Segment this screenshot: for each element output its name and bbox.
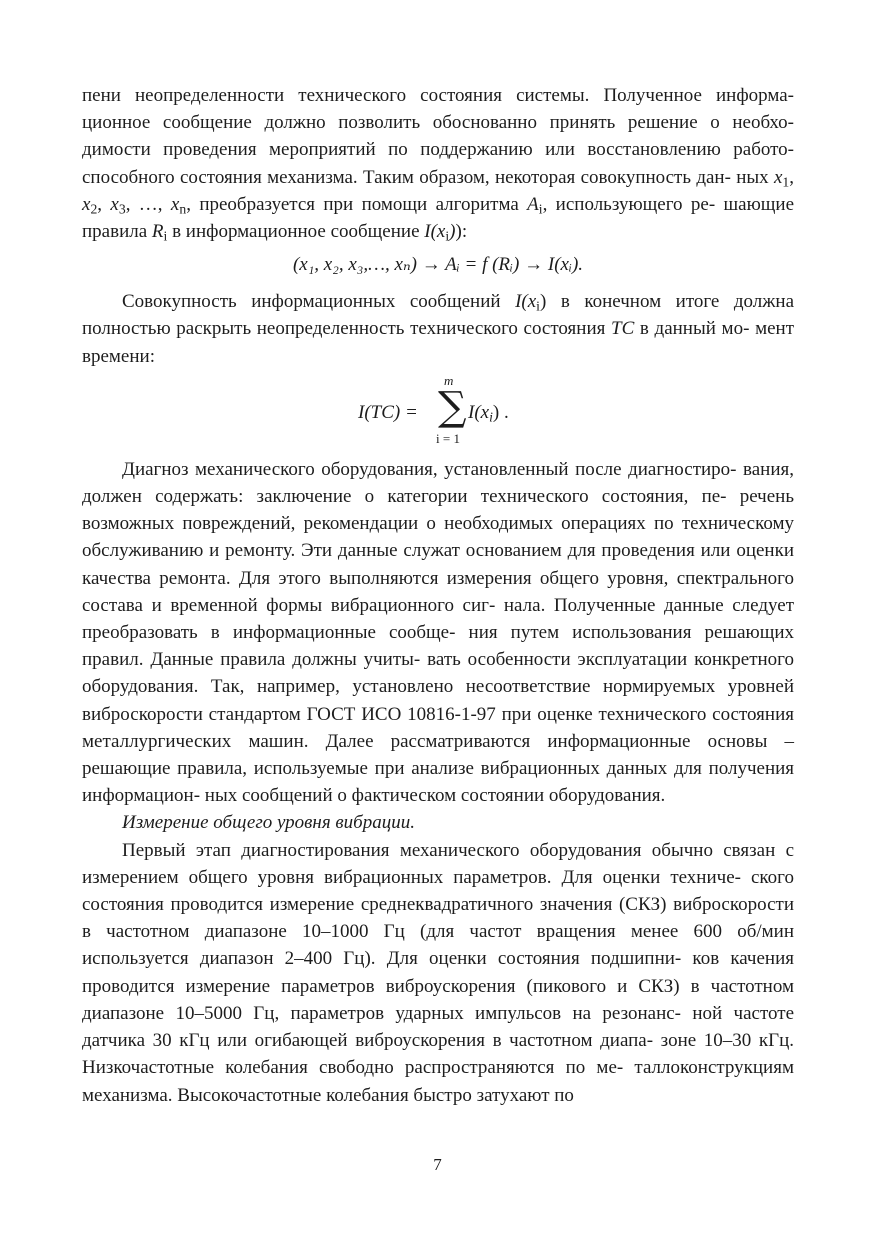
text-fragment: , использующего ре-: [542, 193, 716, 215]
text-fragment: ) в конечном итоге должна: [539, 291, 795, 313]
math-sub: 1: [782, 174, 790, 190]
text-line: таллоконструкциям механизма. Высокочастотные колебания быстро затухают по: [82, 1057, 794, 1106]
text-fragment: полностью раскрыть неопределенность технического состояния: [82, 318, 612, 340]
math-sub: i: [445, 228, 450, 244]
text-fragment: шающие правила: [82, 193, 795, 243]
math-sub: i: [163, 228, 168, 244]
paragraph-2: [82, 288, 794, 370]
math-var: I(x: [515, 291, 537, 313]
text-line: способного состояния механизма. Таким образом, некоторая совокупность дан-: [82, 166, 731, 188]
math-var: x: [170, 193, 180, 215]
text-line: ния путем использования решающих правил. Данные правила должны учиты-: [82, 622, 795, 671]
text-line: димости проведения мероприятий по поддержанию или восстановлению работо-: [82, 139, 794, 161]
text-fragment: , преобразуется при помощи алгоритма: [186, 193, 528, 215]
text-line: ков качения проводится измерение параметров виброускорения (пикового и СКЗ): [82, 948, 794, 997]
math-sub: i: [489, 409, 493, 425]
sum-upper-limit: m: [444, 372, 454, 388]
math-sub: n: [179, 201, 187, 217]
text-line: используемые при анализе вибрационных данных для получения информацион-: [82, 758, 795, 807]
math-var: x: [82, 193, 91, 215]
math-var: R: [151, 221, 164, 243]
math-sub: i: [536, 298, 540, 314]
text-line: речень возможных повреждений, рекомендации о необходимых операциях по: [82, 486, 794, 535]
text-line: пени неопределенности технического состояния системы. Полученное информа-: [82, 85, 794, 106]
math-var: x: [773, 166, 783, 188]
text-line: ных сообщений о фактическом состоянии оборудования.: [204, 785, 666, 807]
text-line: ционное сообщение должно позволить обоснованно принять решение о необхо-: [82, 112, 794, 134]
heading-text: Измерение общего уровня вибрации.: [122, 812, 415, 834]
math-sub: i: [538, 201, 543, 217]
text-fragment: ):: [455, 221, 468, 243]
paragraph-4: [82, 837, 794, 1109]
formula-algorithm: [82, 248, 794, 282]
text-fragment: в данный мо-: [634, 318, 750, 340]
math-var: TC: [611, 318, 635, 340]
sum-sign: ∑: [438, 383, 467, 430]
math-var: A: [527, 193, 539, 215]
text-line: машин. Далее рассматриваются информационные основы – решающие правила,: [82, 730, 794, 780]
text-line: общего уровня, спектрального состава и временной формы вибрационного сиг-: [82, 567, 794, 616]
math-var: I(x: [424, 221, 446, 243]
text-line: Диагноз механического оборудования, установленный после диагностиро-: [122, 458, 737, 480]
text-fragment: в информационное сообщение: [167, 221, 425, 243]
text-fragment: …,: [130, 193, 171, 215]
text-line: зоне 10–30 кГц. Низкочастотные колебания свободно распространяются по ме-: [82, 1030, 794, 1079]
text-line: мент времени:: [82, 318, 795, 367]
text-line: техническому обслуживанию и ремонту. Эти данные служат основанием для: [82, 513, 795, 562]
text-line: 600 об/мин используется диапазон 2–400 Гц). Для оценки состояния подшипни-: [82, 921, 795, 970]
text-line: ского состояния проводится измерение среднеквадратичного значения (СКЗ): [82, 866, 794, 916]
formula-sum: [82, 374, 794, 454]
text-line: с измерением общего уровня вибрационных параметров. Для оценки техниче-: [82, 839, 794, 888]
text-line: в частотном диапазоне 10–5000 Гц, параметров ударных импульсов на резонанс-: [82, 975, 794, 1024]
page-number: 7: [433, 1155, 442, 1174]
text-line: установлено несоответствие нормируемых уровней виброскорости стандартом: [82, 676, 795, 725]
text-fragment: Совокупность информационных сообщений: [122, 291, 516, 313]
formula-text: (x₁, x₂, x₃,…, xₙ) → Aᵢ = f (Rᵢ) → I(xᵢ).: [292, 254, 584, 276]
text-line: вания, должен содержать: заключение о категории технического состояния, пе-: [82, 458, 795, 508]
formula-lhs: I(TC) =: [358, 401, 418, 423]
paragraph-1: пени неопределенности технического состояния системы. Полученное информа- ционное сообщение должно позволить обоснованно принять решение о необхо- димости проведения мероприятий по поддержанию или восстановлению работо- способного состояния механизма. Таким образом, некоторая совокупность дан- ных $x_1$, $x_2$, $x_3$, …, $x_n$, преобразуется при помощи алгоритма $A_i$, использующего ре- шающие правила $R_i$ в информационное сообщение $I(x_i)$):: [82, 85, 795, 244]
math-sub: 2: [90, 201, 98, 217]
text-fragment: ) .: [492, 401, 509, 423]
text-line: вать особенности эксплуатации конкретного оборудования. Так, например,: [82, 649, 795, 698]
text-line: проведения или оценки качества ремонта. Для этого выполняются измерения: [82, 540, 794, 589]
math-sub: 3: [118, 201, 126, 217]
math-var: x: [110, 193, 119, 215]
text-line: Первый этап диагностирования механического оборудования обычно связан: [122, 839, 776, 861]
text-line: виброскорости в частотном диапазоне 10–1000 Гц (для частот вращения менее: [82, 894, 795, 943]
text-line: нала. Полученные данные следует преобразовать в информационные сообще-: [82, 594, 794, 644]
formula-rhs: [468, 399, 509, 426]
body-text: [82, 82, 794, 1109]
text-line: ной частоте датчика 30 кГц или огибающей виброускорения в частотном диапа-: [82, 1002, 794, 1052]
text-fragment: ных: [736, 166, 774, 188]
math-var: I(x: [468, 401, 490, 423]
sum-lower-limit: i = 1: [436, 430, 460, 446]
section-heading: [82, 809, 794, 836]
paragraph-3: [82, 456, 794, 810]
text-line: ГОСТ ИСО 10816-1-97 при оценке технического состояния металлургических: [82, 703, 794, 752]
